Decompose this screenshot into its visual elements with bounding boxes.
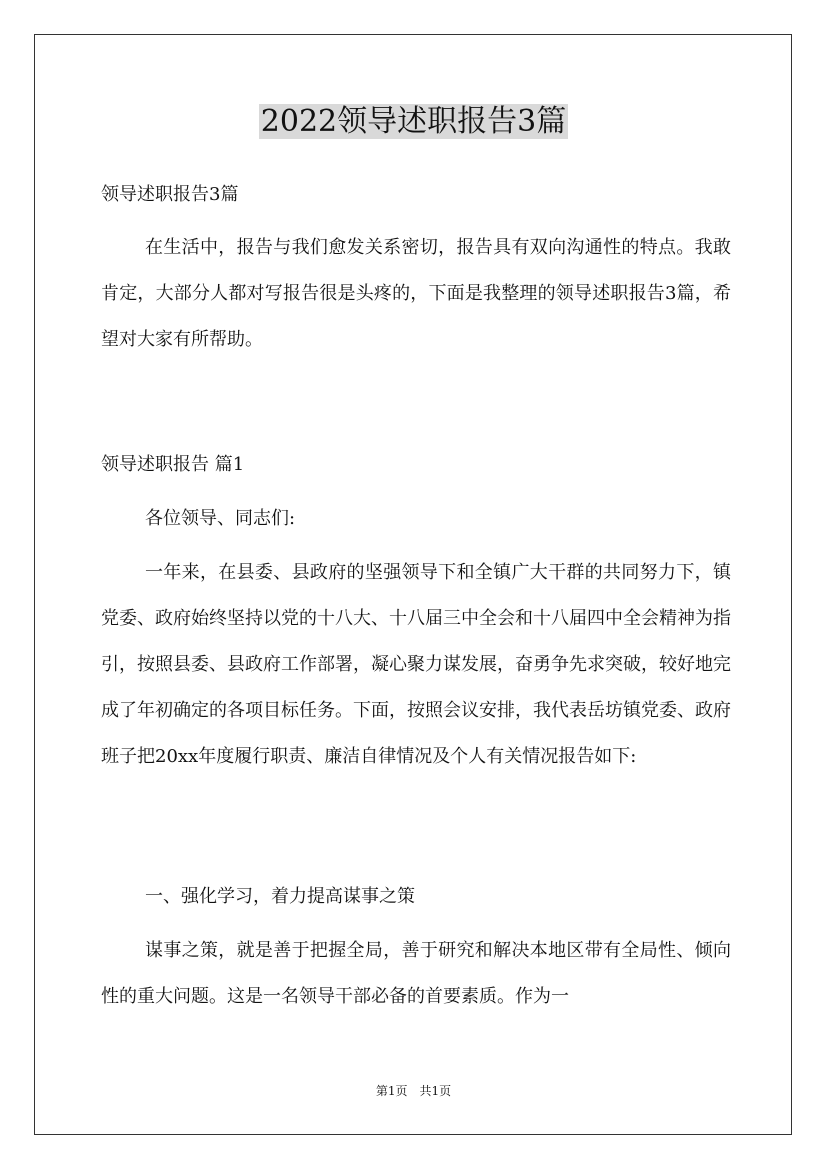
intro-paragraph: 在生活中，报告与我们愈发关系密切，报告具有双向沟通性的特点。我敢肯定，大部分人都对写报告很是头疼的，下面是我整理的领导述职报告3篇，希望对大家有所帮助。	[101, 237, 731, 350]
section-heading: 领导述职报告 篇1	[101, 454, 245, 475]
document-subtitle: 领导述职报告3篇	[101, 184, 239, 205]
subheading-1: 一、强化学习，着力提高谋事之策	[145, 886, 415, 907]
salutation: 各位领导、同志们:	[145, 508, 296, 529]
body-paragraph-1: 一年来，在县委、县政府的坚强领导下和全镇广大干群的共同努力下，镇党委、政府始终坚持以党的十八大、十八届三中全会和十八届四中全会精神为指引，按照县委、县政府工作部署，凝心聚力谋发展，奋勇争先求突破，较好地完成了年初确定的各项目标任务。下面，按照会议安排，我代表岳坊镇党委、政府班子把20xx年度履行职责、廉洁自律情况及个人有关情况报告如下:	[101, 562, 731, 767]
document-title: 2022领导述职报告3篇	[260, 104, 567, 139]
page-number-footer: 第1页 共1页	[375, 1084, 452, 1098]
body-paragraph-2: 谋事之策，就是善于把握全局，善于研究和解决本地区带有全局性、倾向性的重大问题。这是一名领导干部必备的首要素质。作为一	[101, 940, 731, 1007]
